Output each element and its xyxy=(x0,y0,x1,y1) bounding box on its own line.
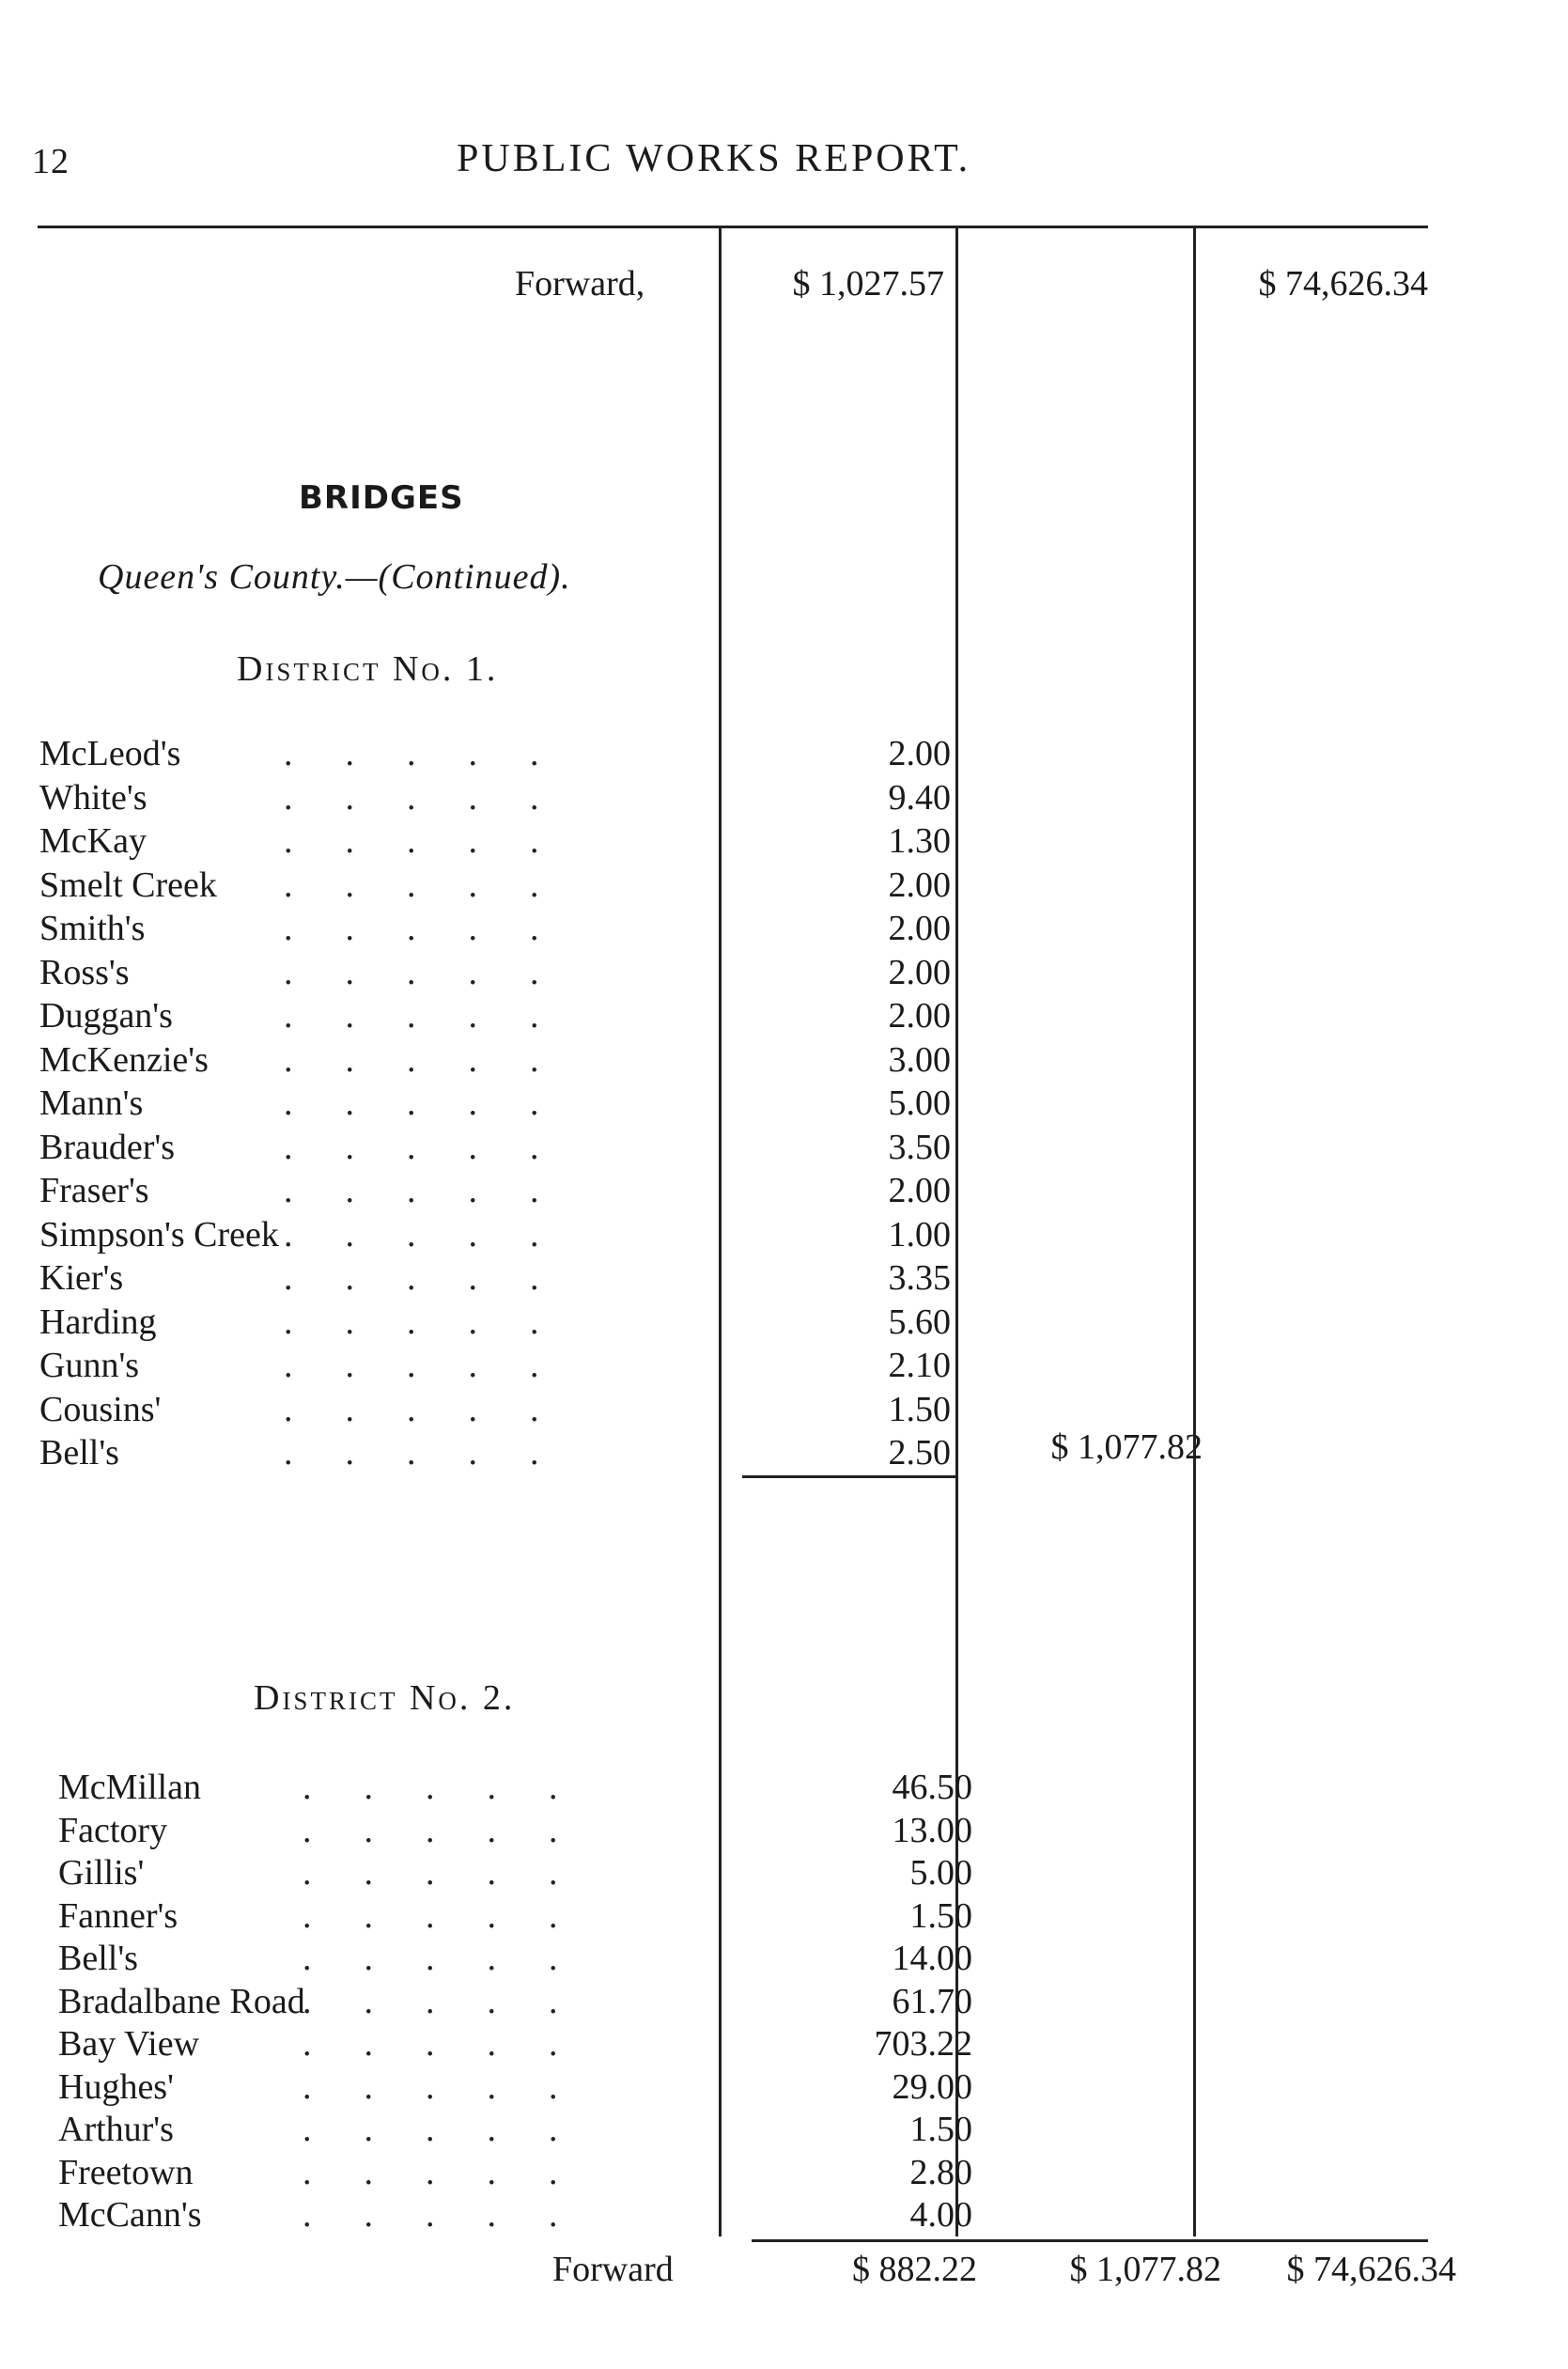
row-name: Smelt Creek xyxy=(39,865,217,905)
row-name: Harding xyxy=(39,1301,157,1342)
forward-col3-bottom: $ 74,626.34 xyxy=(1286,2250,1456,2289)
row-amount: 3.00 xyxy=(888,1039,951,1080)
row-name: McKay xyxy=(39,821,147,861)
row-name: Factory xyxy=(58,1810,168,1850)
column-rule-1 xyxy=(719,226,722,2237)
dot-leader: ..... xyxy=(303,1895,611,1936)
dot-leader: ..... xyxy=(284,777,592,818)
dot-leader: ..... xyxy=(284,821,592,861)
row-name: Bradalbane Road xyxy=(58,1981,305,2021)
dot-leader: ..... xyxy=(284,1214,592,1255)
row-name: Freetown xyxy=(58,2152,194,2192)
district-2-title: District No. 2. xyxy=(254,1678,516,1718)
row-amount: 5.00 xyxy=(888,1083,951,1123)
district-1-total: $ 1,077.82 xyxy=(1050,1427,1203,1467)
row-amount: 2.00 xyxy=(888,996,951,1036)
row-amount: 9.40 xyxy=(888,777,951,818)
dot-leader: ..... xyxy=(284,1258,592,1298)
dot-leader: ..... xyxy=(284,996,592,1036)
dot-leader: ..... xyxy=(303,1853,611,1893)
row-name: McKenzie's xyxy=(39,1039,209,1080)
row-amount: 1.00 xyxy=(888,1214,951,1255)
row-amount: 1.50 xyxy=(909,2110,972,2149)
dot-leader: ..... xyxy=(284,1346,592,1385)
row-name: Gillis' xyxy=(58,1853,145,1893)
row-amount: 5.00 xyxy=(909,1853,972,1893)
row-name: Mann's xyxy=(39,1083,144,1123)
row-name: Bay View xyxy=(58,2024,200,2064)
dot-leader: ..... xyxy=(284,1301,592,1342)
forward-col1-top: $ 1,027.57 xyxy=(792,264,944,304)
section-heading: BRIDGES xyxy=(299,479,464,517)
bottom-rule xyxy=(752,2239,1428,2242)
column-rule-3 xyxy=(1193,226,1196,2237)
dot-leader: ..... xyxy=(284,1083,592,1123)
dot-leader: ..... xyxy=(284,1433,592,1473)
row-amount: 14.00 xyxy=(892,1939,972,1978)
forward-col2-bottom: $ 1,077.82 xyxy=(1069,2250,1221,2289)
dot-leader: ..... xyxy=(303,1939,611,1978)
row-name: Smith's xyxy=(39,909,146,948)
dot-leader: ..... xyxy=(303,2195,611,2235)
row-amount: 2.00 xyxy=(888,1171,951,1210)
row-name: Bell's xyxy=(58,1939,138,1978)
row-name: Hughes' xyxy=(58,2066,174,2107)
row-name: Brauder's xyxy=(39,1127,176,1167)
row-name: Kier's xyxy=(39,1258,124,1298)
page-number: 12 xyxy=(32,142,70,181)
row-amount: 2.00 xyxy=(888,734,951,773)
dot-leader: ..... xyxy=(303,1810,611,1850)
row-amount: 61.70 xyxy=(892,1981,972,2021)
dot-leader: ..... xyxy=(284,734,592,773)
row-amount: 5.60 xyxy=(888,1301,951,1342)
dot-leader: ..... xyxy=(284,1039,592,1080)
forward-col1-bottom: $ 882.22 xyxy=(852,2250,977,2289)
row-amount: 2.00 xyxy=(888,909,951,948)
row-name: McLeod's xyxy=(39,734,181,773)
row-amount: 1.50 xyxy=(888,1389,951,1429)
row-amount: 13.00 xyxy=(892,1810,972,1850)
row-amount: 2.10 xyxy=(888,1346,951,1385)
dot-leader: ..... xyxy=(284,1127,592,1167)
dot-leader: ..... xyxy=(303,2110,611,2149)
forward-label-bottom: Forward xyxy=(552,2250,674,2289)
row-name: Fraser's xyxy=(39,1171,149,1210)
row-name: Ross's xyxy=(39,952,130,992)
row-amount: 46.50 xyxy=(892,1768,972,1807)
district-1-title: District No. 1. xyxy=(237,649,499,689)
row-name: Bell's xyxy=(39,1433,119,1473)
row-amount: 1.30 xyxy=(888,821,951,861)
dot-leader: ..... xyxy=(284,865,592,905)
running-head: PUBLIC WORKS REPORT. xyxy=(457,137,971,180)
row-name: White's xyxy=(39,777,147,818)
forward-col3-top: $ 74,626.34 xyxy=(1258,264,1428,304)
row-amount: 1.50 xyxy=(909,1895,972,1936)
forward-label-top: Forward, xyxy=(515,264,645,304)
row-name: McMillan xyxy=(58,1768,201,1807)
row-amount: 2.50 xyxy=(888,1433,951,1473)
row-name: McCann's xyxy=(58,2195,202,2235)
dot-leader: ..... xyxy=(284,909,592,948)
dot-leader: ..... xyxy=(303,1768,611,1807)
row-amount: 2.00 xyxy=(888,952,951,992)
dot-leader: ..... xyxy=(284,1389,592,1429)
row-name: Fanner's xyxy=(58,1895,179,1936)
row-amount: 4.00 xyxy=(909,2195,972,2235)
row-name: Arthur's xyxy=(58,2110,174,2149)
row-name: Cousins' xyxy=(39,1389,162,1429)
row-amount: 2.80 xyxy=(909,2152,972,2192)
row-amount: 703.22 xyxy=(874,2024,972,2064)
dot-leader: ..... xyxy=(303,2024,611,2064)
section-subheading: Queen's County.—(Continued). xyxy=(98,557,571,597)
row-name: Simpson's Creek xyxy=(39,1214,279,1255)
dot-leader: ..... xyxy=(284,952,592,992)
row-name: Gunn's xyxy=(39,1346,140,1385)
dot-leader: ..... xyxy=(303,2152,611,2192)
header-rule xyxy=(38,226,1428,228)
row-amount: 3.35 xyxy=(888,1258,951,1298)
dot-leader: ..... xyxy=(284,1171,592,1210)
dot-leader: ..... xyxy=(303,1981,611,2021)
row-name: Duggan's xyxy=(39,996,173,1036)
row-amount: 29.00 xyxy=(892,2066,972,2107)
row-amount: 2.00 xyxy=(888,865,951,905)
row-amount: 3.50 xyxy=(888,1127,951,1167)
district-1-underline xyxy=(742,1475,958,1478)
dot-leader: ..... xyxy=(303,2066,611,2107)
